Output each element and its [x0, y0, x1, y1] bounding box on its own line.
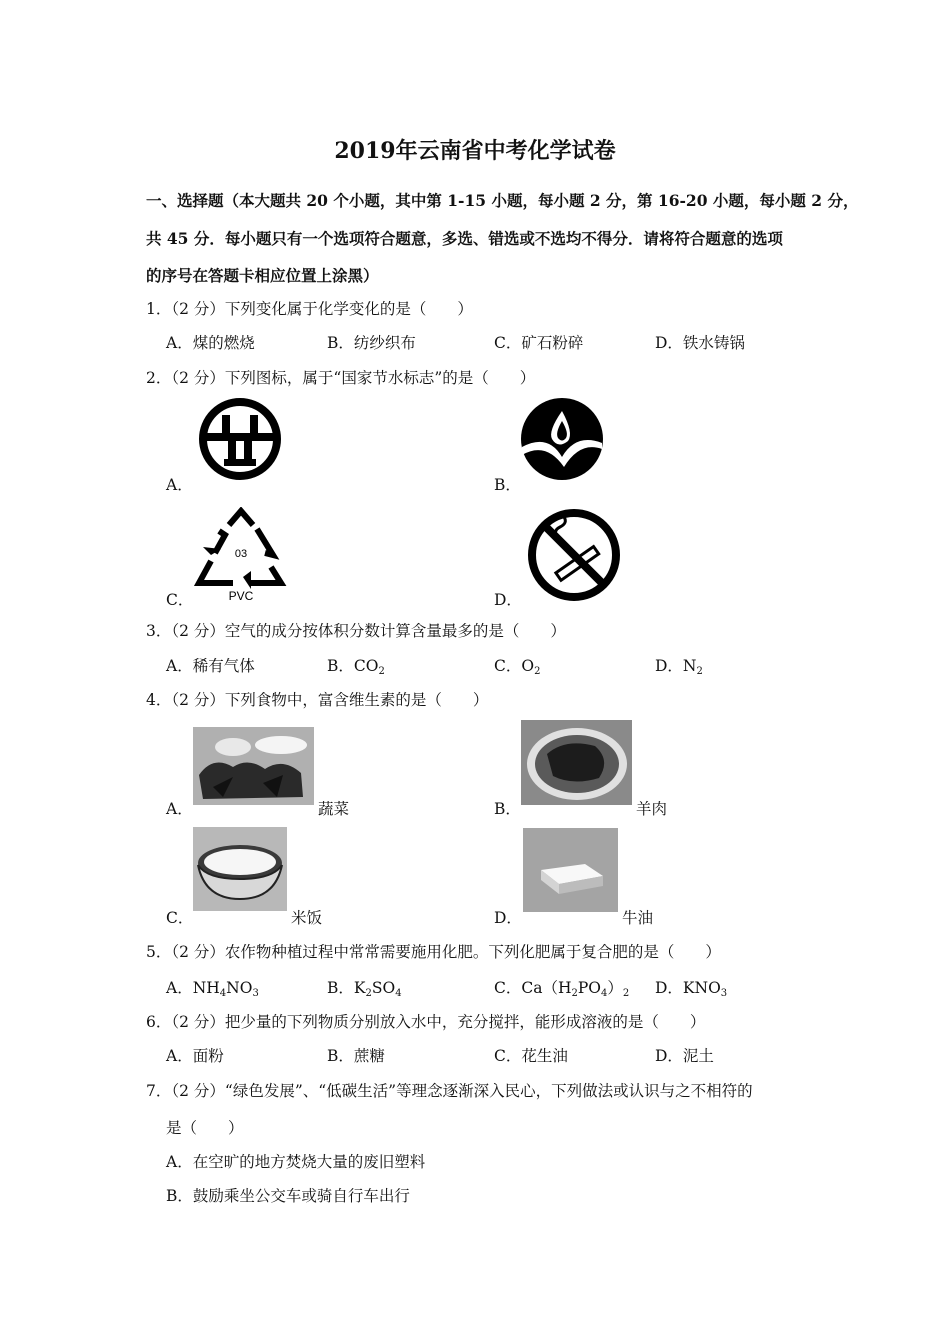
- question-4-option-c: C．: [166, 909, 194, 927]
- question-6-option-a: A．面粉: [166, 1047, 224, 1065]
- pvc-code-text: 03: [234, 548, 248, 560]
- pvc-label-text: PVC: [228, 589, 254, 603]
- question-4-option-a: A．: [166, 800, 193, 818]
- pvc-recycle-icon: [193, 507, 289, 603]
- question-3-option-a: A．稀有气体: [166, 657, 255, 675]
- question-2-option-d: D．: [494, 591, 522, 609]
- question-4-option-a-label: 蔬菜: [318, 800, 350, 818]
- question-3-option-b: B．$CO_2$: [327, 657, 385, 677]
- section-instructions-line3: 的序号在答题卡相应位置上涂黑）: [146, 266, 379, 285]
- section-instructions-line1: 一、选择题（本大题共 20 个小题，其中第 1-15 小题，每小题 2 分，第 16-20 小题，每小题 2 分，: [146, 191, 859, 210]
- question-1-option-a: A．煤的燃烧: [166, 334, 255, 352]
- question-3-option-c: C．$O_2$: [494, 657, 541, 677]
- recycle-circle-icon: [194, 397, 286, 481]
- section-instructions-line2: 共 45 分．每小题只有一个选项符合题意，多选、错选或不选均不得分．请将符合题意的选项: [146, 229, 783, 248]
- question-7-option-b: B．鼓励乘坐公交车或骑自行车出行: [166, 1187, 410, 1205]
- question-4-option-d-label: 牛油: [622, 909, 654, 927]
- question-4-option-d: D．: [494, 909, 522, 927]
- question-3-option-d: D．$N_2$: [655, 657, 703, 677]
- question-7-stem-line2: 是（ ）: [166, 1119, 244, 1137]
- question-7-option-a: A．在空旷的地方焚烧大量的废旧塑料: [166, 1153, 426, 1171]
- question-4-stem: 4．（2 分）下列食物中，富含维生素的是（ ）: [146, 691, 489, 709]
- question-1-option-c: C．矿石粉碎: [494, 334, 584, 352]
- question-2-option-a: A．: [166, 476, 193, 494]
- question-2-option-c: C．: [166, 591, 194, 609]
- butter-photo: [523, 828, 618, 912]
- vegetables-photo: [193, 727, 314, 805]
- question-5-option-a: A．$NH_4NO_3$: [166, 979, 259, 999]
- question-1-stem: 1．（2 分）下列变化属于化学变化的是（ ）: [146, 300, 473, 318]
- question-5-option-b: B．$K_2SO_4$: [327, 979, 402, 999]
- question-5-option-d: D．$KNO_3$: [655, 979, 728, 999]
- water-drop-icon: [518, 397, 606, 481]
- mutton-photo: [521, 720, 632, 805]
- question-5-option-c: C．$Ca(H_2PO_4)_2$: [494, 979, 630, 999]
- question-5-stem: 5．（2 分）农作物种植过程中常常需要施用化肥。下列化肥属于复合肥的是（ ）: [146, 943, 721, 961]
- question-6-option-c: C．花生油: [494, 1047, 568, 1065]
- question-1-option-b: B．纺纱织布: [327, 334, 416, 352]
- question-4-option-c-label: 米饭: [291, 909, 323, 927]
- question-7-stem-line1: 7．（2 分）“绿色发展”、“低碳生活”等理念逐渐深入民心，下列做法或认识与之不相符的: [146, 1082, 753, 1100]
- question-6-option-b: B．蔗糖: [327, 1047, 385, 1065]
- question-4-option-b: B．: [494, 800, 521, 818]
- question-2-option-b: B．: [494, 476, 521, 494]
- question-6-option-d: D．泥土: [655, 1047, 714, 1065]
- page-title: 2019年云南省中考化学试卷: [334, 138, 616, 164]
- question-6-stem: 6．（2 分）把少量的下列物质分别放入水中，充分搅拌，能形成溶液的是（ ）: [146, 1013, 706, 1031]
- rice-bowl-photo: [193, 827, 287, 911]
- question-1-option-d: D．铁水铸锅: [655, 334, 745, 352]
- question-4-option-b-label: 羊肉: [636, 800, 668, 818]
- question-2-stem: 2．（2 分）下列图标，属于“国家节水标志”的是（ ）: [146, 369, 536, 387]
- no-smoking-icon: [524, 509, 624, 601]
- question-3-stem: 3．（2 分）空气的成分按体积分数计算含量最多的是（ ）: [146, 622, 566, 640]
